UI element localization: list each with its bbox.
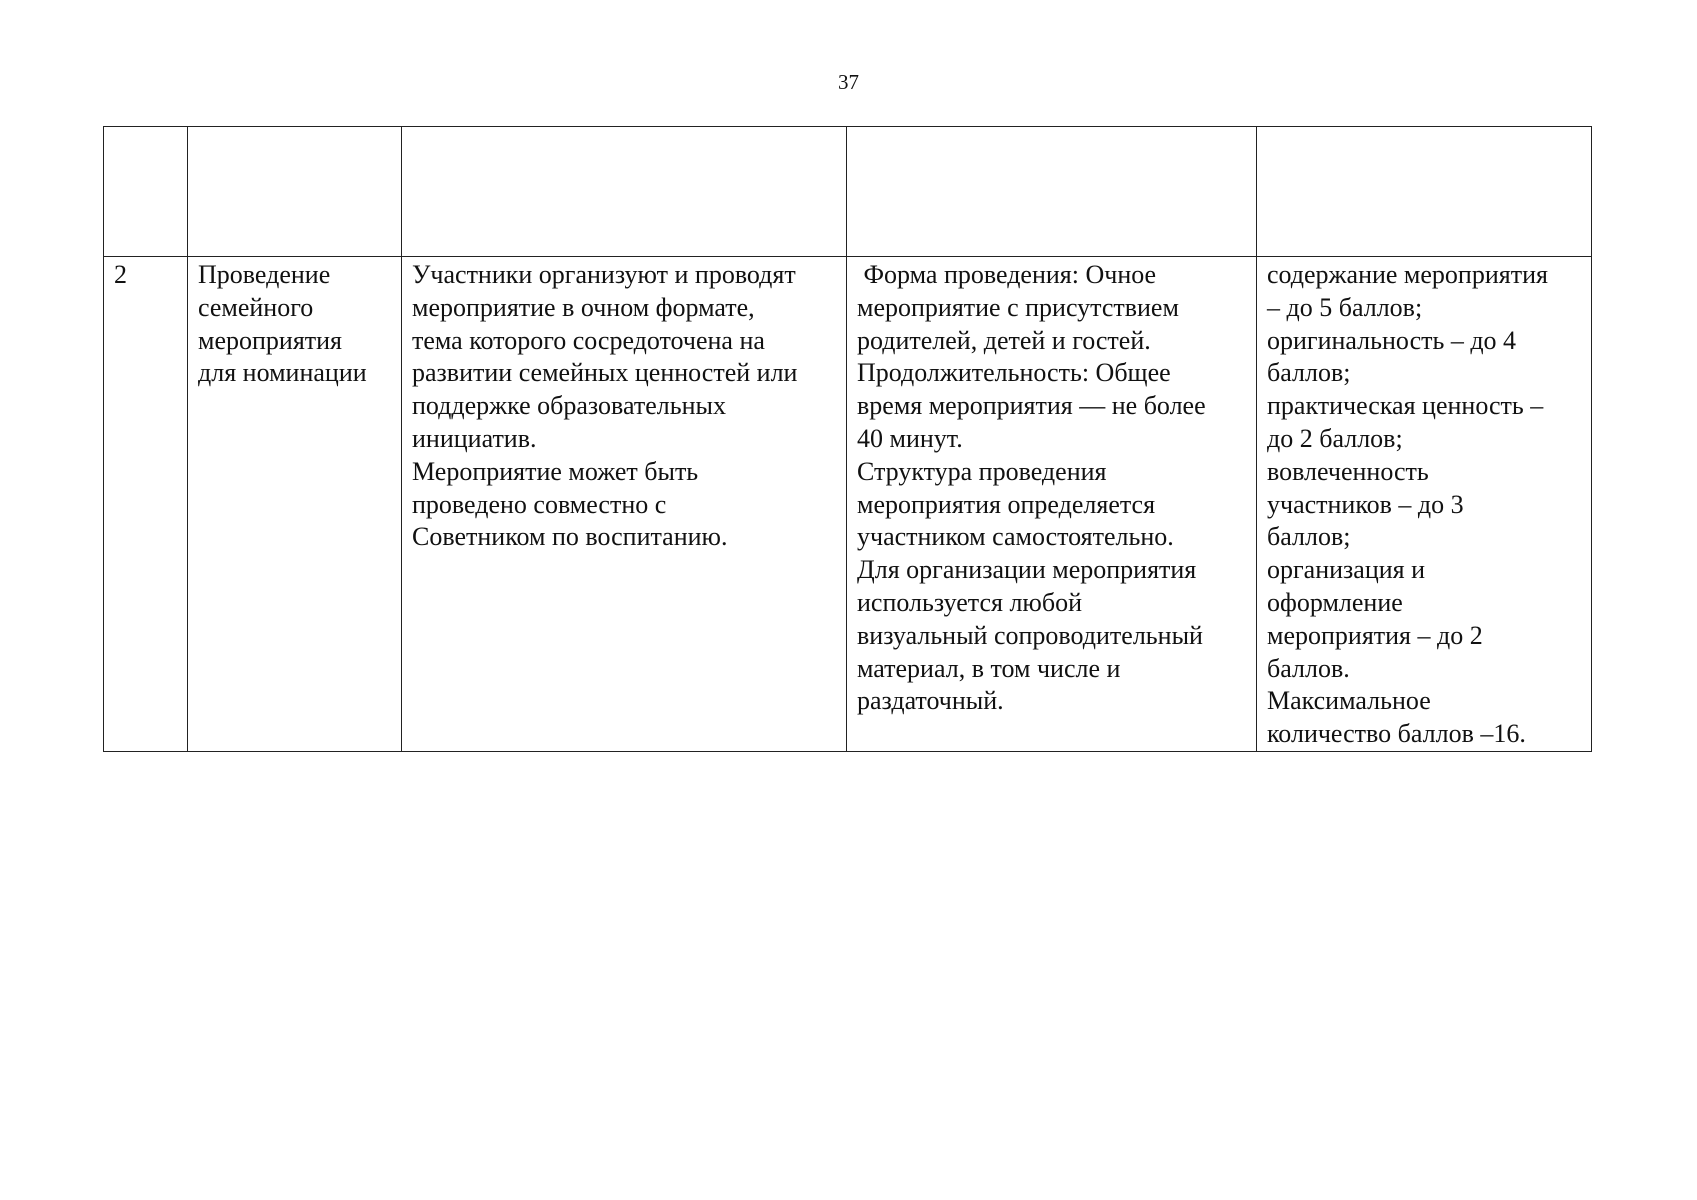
event-name-cell (188, 257, 402, 752)
nomination-table (103, 126, 1592, 752)
requirements-line: Структура проведения (857, 456, 1107, 486)
description-cell (402, 257, 847, 752)
description-line: инициатив. (412, 423, 537, 453)
requirements-line: мероприятия определяется (857, 489, 1156, 519)
description-line: проведено совместно с (412, 489, 667, 519)
table-cell-empty (1257, 127, 1592, 257)
requirements-line: используется любой (857, 587, 1082, 617)
requirements-line: Продолжительность: Общее (857, 358, 1171, 388)
requirements-line: родителей, детей и гостей. (857, 325, 1151, 355)
criteria-line: участников – до 3 (1267, 489, 1464, 519)
requirements-line: мероприятие с присутствием (857, 292, 1179, 322)
description-line: Участники организуют и проводят (412, 260, 796, 289)
criteria-line: вовлеченность (1267, 456, 1429, 486)
event-name-line: Проведение (198, 260, 331, 289)
criteria-line: – до 5 баллов; (1267, 292, 1423, 322)
requirements-line: время мероприятия — не более (857, 391, 1206, 421)
requirements-line: раздаточный. (857, 686, 1004, 716)
criteria-line: оформление (1267, 587, 1403, 617)
event-name-line: семейного (198, 292, 314, 322)
criteria-line: баллов; (1267, 358, 1351, 388)
requirements-line: участником самостоятельно. (857, 522, 1174, 552)
table-cell-empty (847, 127, 1257, 257)
requirements-line: 40 минут. (857, 423, 963, 453)
criteria-line: количество баллов –16. (1267, 719, 1526, 749)
description-line: мероприятие в очном формате, (412, 292, 755, 322)
table-cell-empty (402, 127, 847, 257)
row-number: 2 (114, 260, 127, 289)
description-line: Мероприятие может быть (412, 456, 699, 486)
requirements-cell (847, 257, 1257, 752)
requirements-line: визуальный сопроводительный (857, 620, 1203, 650)
row-number-cell (104, 257, 188, 752)
requirements-line: Для организации мероприятия (857, 555, 1197, 585)
criteria-line: организация и (1267, 555, 1426, 585)
description-line: поддержке образовательных (412, 391, 726, 421)
description-line: тема которого сосредоточена на (412, 325, 765, 355)
page-number: 37 (838, 70, 859, 94)
criteria-cell (1257, 257, 1592, 752)
table-cell-empty (104, 127, 188, 257)
description-line: развитии семейных ценностей или (412, 358, 798, 388)
requirements-line: Форма проведения: Очное (857, 260, 1157, 289)
criteria-line: содержание мероприятия (1267, 260, 1548, 289)
description-line: Советником по воспитанию. (412, 522, 728, 552)
table-cell-empty (188, 127, 402, 257)
criteria-line: практическая ценность – (1267, 391, 1544, 421)
event-name-line: мероприятия (198, 325, 343, 355)
criteria-line: мероприятия – до 2 (1267, 620, 1483, 650)
criteria-line: до 2 баллов; (1267, 423, 1403, 453)
criteria-line: оригинальность – до 4 (1267, 325, 1517, 355)
criteria-line: Максимальное (1267, 686, 1431, 716)
table-row-empty (104, 127, 1592, 257)
event-name-line: для номинации (198, 358, 367, 388)
criteria-line: баллов. (1267, 653, 1350, 683)
requirements-line: материал, в том числе и (857, 653, 1121, 683)
criteria-line: баллов; (1267, 522, 1351, 552)
table-row (104, 257, 1592, 752)
